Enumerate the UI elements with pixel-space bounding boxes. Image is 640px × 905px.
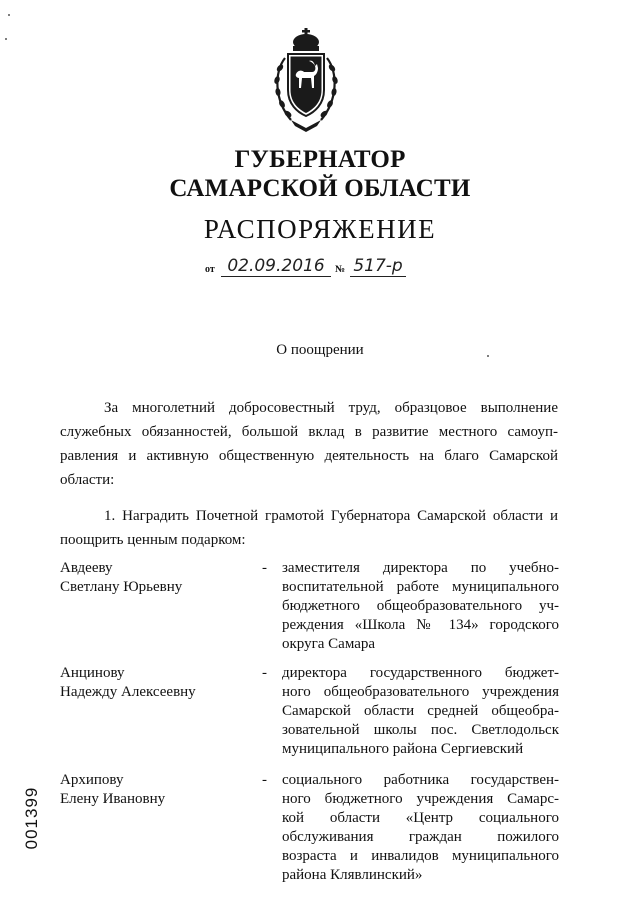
registration-number-text: 001399 [22,786,41,850]
document-number: 517-р [350,256,406,277]
registration-number [22,776,42,860]
scan-speck [5,38,7,40]
position-line: муниципального района Сергиевский [282,741,524,757]
paragraph-line: 1. Наградить Почетной грамотой Губернатора Самарской области и [104,508,558,524]
item-1-paragraph [60,504,558,552]
position-line: ного бюджетного учреждения Самарс- [282,791,559,807]
awardee-surname: Анцинову [60,665,125,681]
paragraph-line: служебных обязанностей, большой вклад в развитие местного самоуп- [60,424,558,440]
position-line: округа Самара [282,636,376,652]
awardee-given-name: Светлану Юрьевну [60,579,183,595]
position-line: социального работника государствен- [282,772,559,788]
title-region: САМАРСКОЙ ОБЛАСТИ [169,175,471,202]
position-line: бюджетного общеобразовательного уч- [282,598,559,614]
paragraph-line: равления и активную общественную деятельность на благо Самарской [60,448,558,464]
awardee-position [282,664,559,759]
position-line: директора государственного бюджет- [282,665,559,681]
date-number-line [205,256,465,280]
number-prefix: № [335,264,346,275]
position-line: Самарской области средней общеобра- [282,703,559,719]
document-type: РАСПОРЯЖЕНИЕ [203,214,437,244]
awardee-given-name: Елену Ивановну [60,791,166,807]
subject-heading: О поощрении [276,342,364,358]
position-line: ного общеобразовательного учреждения [282,684,559,700]
scan-speck [8,14,10,16]
entry-dash: - [262,560,267,576]
position-line: возраста и инвалидов муниципального [282,848,559,864]
coat-of-arms-icon [271,28,341,132]
awardee-given-name: Надежду Алексеевну [60,684,196,700]
awardee-position [282,771,559,885]
awardee-surname: Авдееву [60,560,113,576]
awardee-name [60,771,250,809]
position-line: района Клявлинский» [282,867,423,883]
awardee-name [60,559,250,597]
paragraph-line: поощрить ценным подарком: [60,532,246,548]
position-line: зовательной школы пос. Светлодольск [282,722,559,738]
position-line: заместителя директора по учебно- [282,560,559,576]
paragraph-line: За многолетний добросовестный труд, образцовое выполнение [104,400,558,416]
intro-paragraph [60,396,558,492]
entry-dash: - [262,665,267,681]
awardee-position [282,559,559,654]
awardee-name [60,664,250,702]
position-line: обслуживания граждан пожилого [282,829,559,845]
position-line: кой области «Центр социального [282,810,559,826]
title-governor: ГУБЕРНАТОР [234,146,406,173]
date-prefix: от [205,264,215,275]
awardee-surname: Архипову [60,772,124,788]
document-date: 02.09.2016 [221,256,331,277]
entry-dash: - [262,772,267,788]
position-line: воспитательной работе муниципального [282,579,559,595]
paragraph-line: области: [60,472,115,488]
position-line: реждения «Школа № 134» городского [282,617,559,633]
